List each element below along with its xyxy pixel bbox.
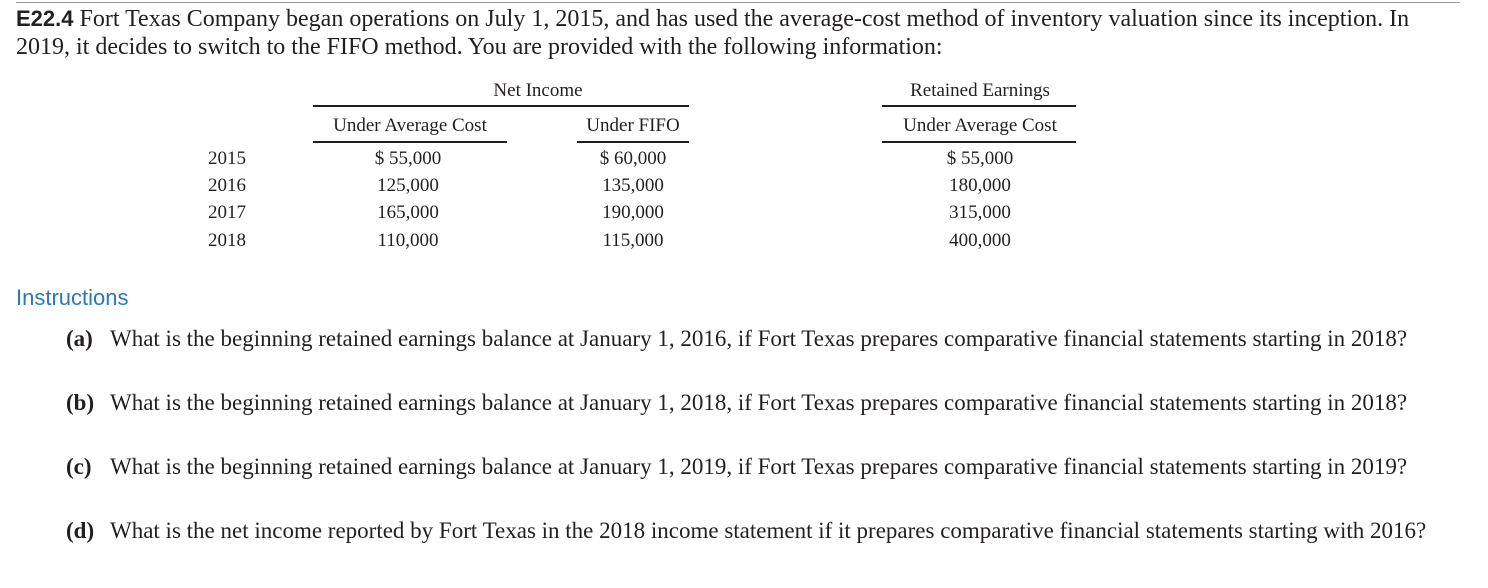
instruction-item-c (66, 453, 1466, 481)
instruction-item-b (66, 389, 1466, 417)
instruction-item-d (66, 517, 1466, 545)
table-cell-ni-fifo: $ 60,000 (599, 148, 667, 169)
instruction-text: What is the net income reported by Fort Texas in the 2018 income statement if it prepares comparative financial statements starting with 2016? (110, 518, 1427, 543)
col-header-ni-avg: Under Average Cost (333, 115, 487, 136)
table-cell-year: 2018 (208, 230, 246, 251)
group-rule-net-income (313, 105, 689, 107)
table-cell-re-avg: 400,000 (949, 230, 1011, 251)
col-rule-ni-avg (313, 141, 507, 143)
instruction-label: (b) (66, 390, 95, 415)
group-rule-retained-earnings (882, 105, 1076, 107)
table-cell-ni-avg: $ 55,000 (374, 148, 442, 169)
problem-number: E22.4 (16, 6, 74, 31)
table-cell-ni-fifo: 115,000 (602, 230, 664, 251)
top-divider (16, 2, 1460, 3)
table-cell-ni-avg: 110,000 (377, 230, 439, 251)
group-header-retained-earnings: Retained Earnings (910, 80, 1050, 101)
table-cell-re-avg: 315,000 (949, 202, 1011, 223)
problem-statement (16, 5, 1466, 61)
table-cell-ni-avg: 165,000 (377, 202, 439, 223)
instruction-label: (c) (66, 454, 92, 479)
table-cell-year: 2015 (208, 148, 246, 169)
instruction-text: What is the beginning retained earnings balance at January 1, 2016, if Fort Texas prepares comparative financial statements starting in 2018? (110, 326, 1408, 351)
group-header-net-income: Net Income (493, 80, 583, 101)
col-header-ni-fifo: Under FIFO (586, 115, 680, 136)
instruction-label: (d) (66, 518, 95, 543)
instruction-text: What is the beginning retained earnings balance at January 1, 2018, if Fort Texas prepares comparative financial statements starting in 2018? (110, 390, 1408, 415)
table-cell-year: 2017 (208, 202, 246, 223)
table-cell-re-avg: 180,000 (949, 175, 1011, 196)
col-rule-re-avg (882, 141, 1076, 143)
table-cell-re-avg: $ 55,000 (946, 148, 1014, 169)
table-cell-year: 2016 (208, 175, 246, 196)
instruction-item-a (66, 325, 1466, 353)
table-cell-ni-fifo: 190,000 (602, 202, 664, 223)
col-header-re-avg: Under Average Cost (903, 115, 1057, 136)
table-cell-ni-avg: 125,000 (377, 175, 439, 196)
table-cell-ni-fifo: 135,000 (602, 175, 664, 196)
problem-text: Fort Texas Company began operations on July 1, 2015, and has used the average-cost method of inventory valuation since its inception. In 2019, it decides to switch to the FIFO method. You are provided with the following information: (16, 6, 1410, 60)
col-rule-ni-fifo (577, 141, 689, 143)
instructions-heading: Instructions (16, 285, 129, 310)
instruction-label: (a) (66, 326, 93, 351)
instruction-text: What is the beginning retained earnings balance at January 1, 2019, if Fort Texas prepares comparative financial statements starting in 2019? (110, 454, 1408, 479)
